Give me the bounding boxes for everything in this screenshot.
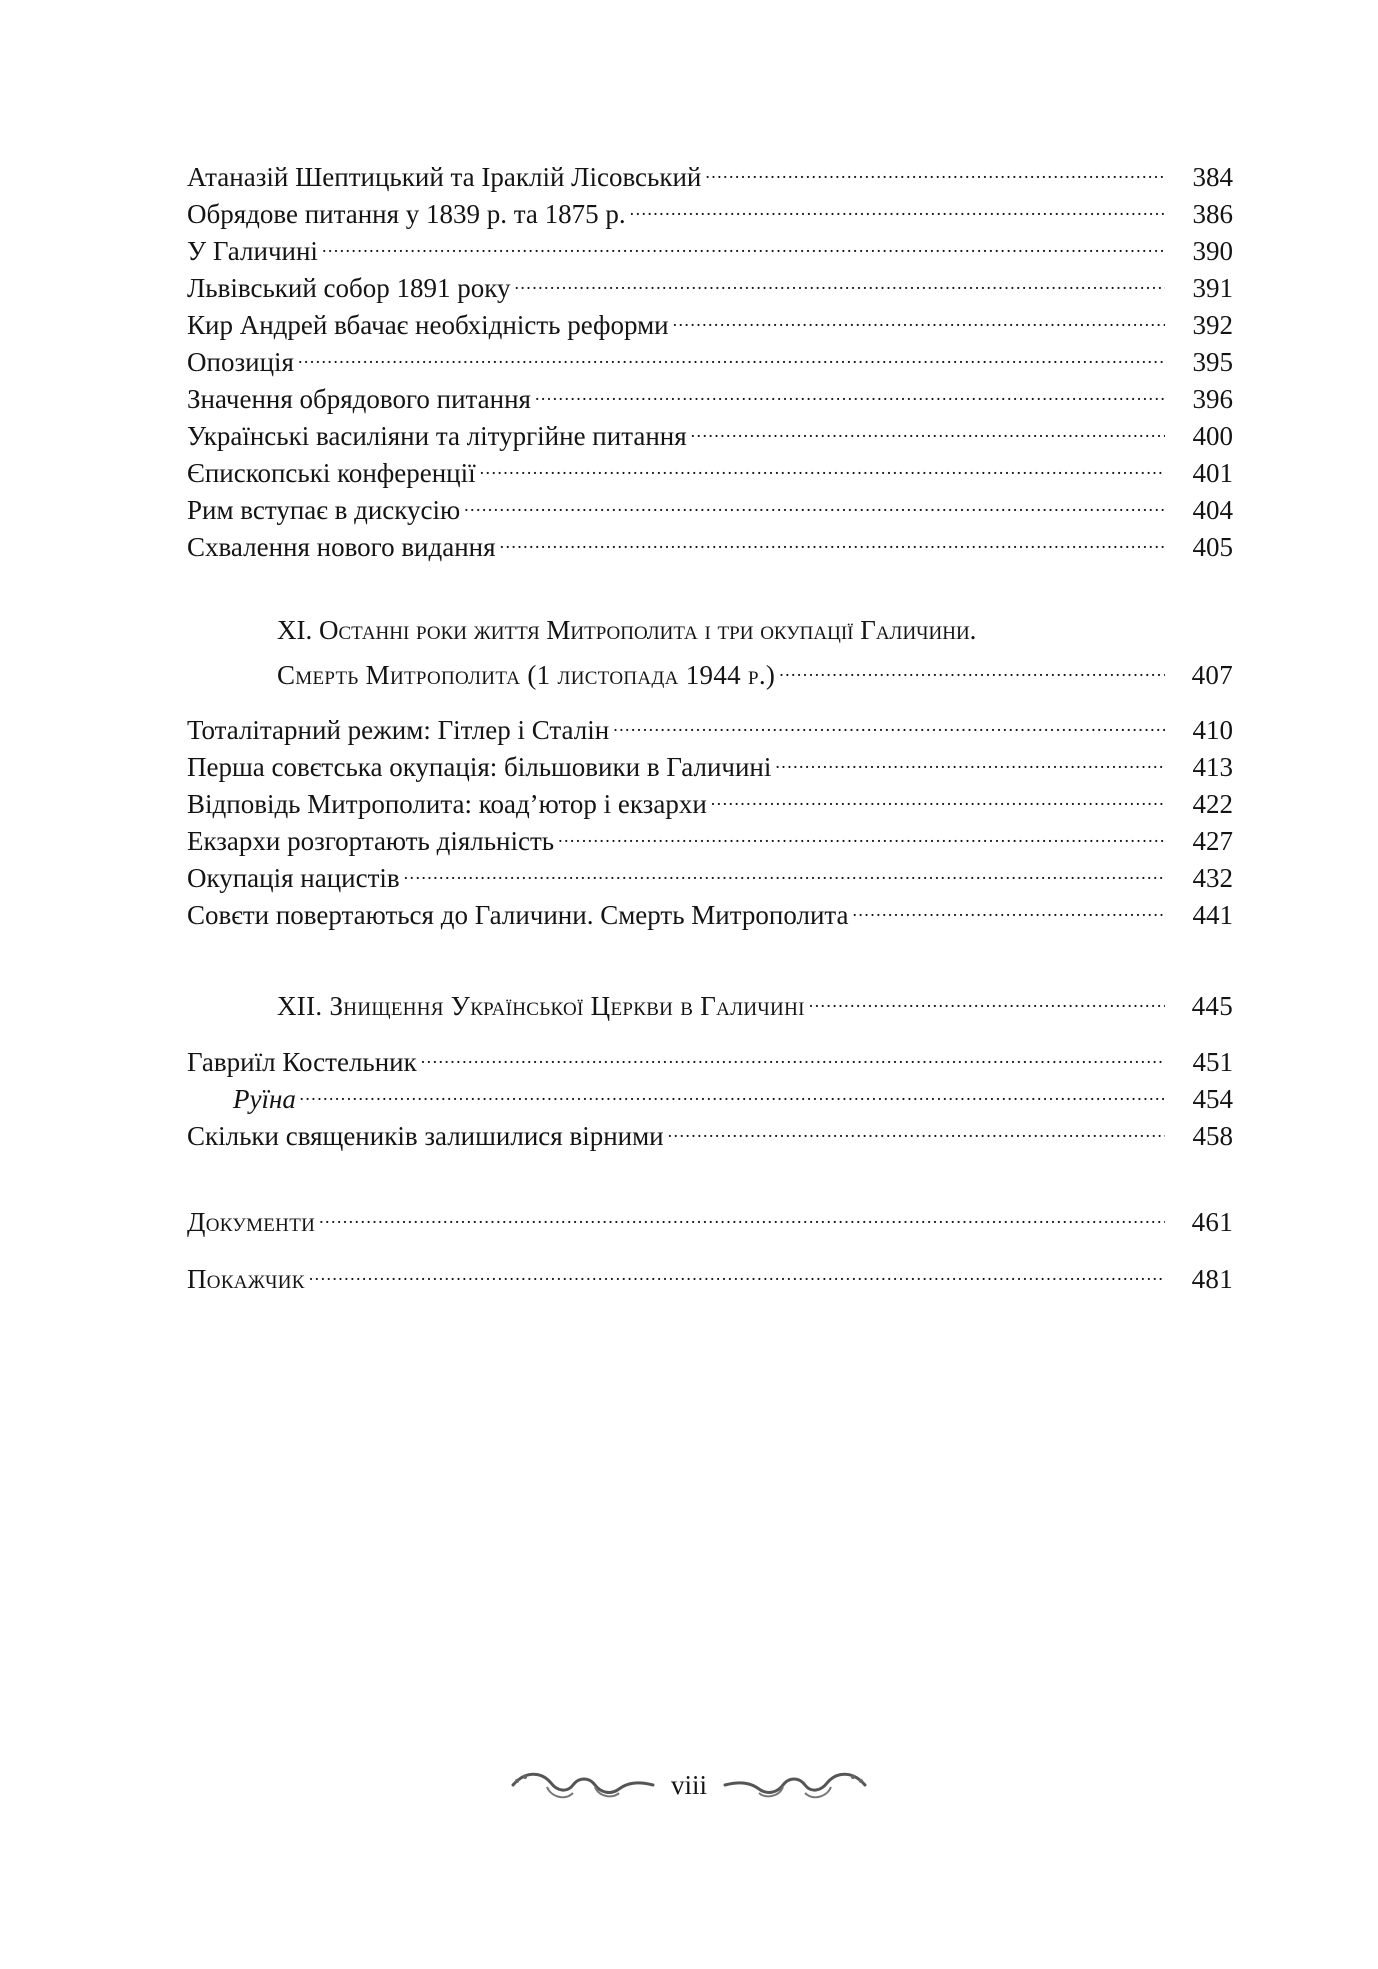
toc-entry-page: 401 xyxy=(1192,458,1233,488)
toc-entry-page: 407 xyxy=(1191,660,1233,690)
toc-entry-title: Єпископські конференції xyxy=(187,458,476,488)
page-footer xyxy=(0,1760,1378,1810)
toc-entry[interactable] xyxy=(187,1035,1233,1077)
toc-entry-title: Українські василіяни та літургійне питання xyxy=(187,421,687,451)
chapter-title-line: XII. Знищення Української Церкви в Галичині xyxy=(277,991,805,1021)
chapter-12-heading[interactable] xyxy=(277,979,1233,1021)
dot-leader xyxy=(711,777,1165,813)
toc-entry-title: Атаназій Шептицький та Іраклій Лісовський xyxy=(187,162,702,192)
toc-entry-page: 422 xyxy=(1192,789,1233,819)
toc-entry[interactable] xyxy=(187,888,1233,930)
toc-entry[interactable] xyxy=(187,187,1233,229)
toc-entry-page: 413 xyxy=(1192,752,1233,782)
toc-entry-title: Покажчик xyxy=(187,1264,305,1294)
toc-entry-title: Кир Андрей вбачає необхідність реформи xyxy=(187,310,669,340)
dot-leader xyxy=(298,335,1165,371)
toc-entry[interactable] xyxy=(187,740,1233,782)
toc-entry[interactable] xyxy=(187,298,1233,340)
page-number: viii xyxy=(670,1769,707,1800)
toc-entry[interactable] xyxy=(187,150,1233,192)
dot-leader xyxy=(691,409,1165,445)
dot-leader xyxy=(705,150,1165,186)
toc-entry-page: 481 xyxy=(1191,1264,1233,1294)
toc-entry-page: 441 xyxy=(1192,900,1233,930)
toc-entry-title: У Галичині xyxy=(187,236,318,266)
toc-entry-page: 391 xyxy=(1192,273,1233,303)
toc-entry[interactable] xyxy=(187,372,1233,414)
toc-entry-title: Документи xyxy=(187,1207,316,1237)
dot-leader xyxy=(809,979,1165,1015)
toc-entry[interactable] xyxy=(187,1109,1233,1151)
toc-entry-title: Совєти повертаються до Галичини. Смерть Митрополита xyxy=(187,900,849,930)
dot-leader xyxy=(668,1109,1165,1145)
toc-entry-page: 390 xyxy=(1192,236,1233,266)
chapter-title-line: Смерть Митрополита (1 листопада 1944 р.) xyxy=(277,660,776,690)
dot-leader xyxy=(775,740,1165,776)
toc-entry-page: 410 xyxy=(1192,715,1233,745)
dot-leader xyxy=(421,1035,1165,1071)
toc-entry-title: Гавриїл Костельник xyxy=(187,1047,417,1077)
dot-leader xyxy=(630,187,1165,223)
toc-entry[interactable] xyxy=(187,409,1233,451)
toc-entry[interactable] xyxy=(187,446,1233,488)
toc-entry-page: 432 xyxy=(1192,863,1233,893)
dot-leader xyxy=(464,483,1165,519)
toc-entry-page: 458 xyxy=(1192,1121,1233,1151)
toc-entry[interactable] xyxy=(187,520,1233,562)
toc-entry-page: 461 xyxy=(1191,1207,1233,1237)
toc-entry-page: 395 xyxy=(1192,347,1233,377)
toc-subentry[interactable] xyxy=(187,1072,1233,1114)
chapter-title-line: XI. Останні роки життя Митрополита і три окупації Галичини. xyxy=(277,615,977,645)
toc-entry-page: 427 xyxy=(1192,826,1233,856)
toc-entry[interactable] xyxy=(187,335,1233,377)
toc-entry-page: 405 xyxy=(1192,532,1233,562)
toc-entry-page: 386 xyxy=(1192,199,1233,229)
dot-leader xyxy=(319,1195,1165,1231)
toc-entry-page: 400 xyxy=(1192,421,1233,451)
chapter-title-line-with-page xyxy=(277,979,1233,1021)
chapter-11-heading[interactable] xyxy=(277,612,1233,690)
toc-entry-page: 392 xyxy=(1192,310,1233,340)
toc-entry-title: Опозиція xyxy=(187,347,294,377)
dot-leader xyxy=(300,1072,1165,1108)
toc-entry-page: 451 xyxy=(1192,1047,1233,1077)
dot-leader xyxy=(404,851,1165,887)
toc-entry-documents[interactable] xyxy=(187,1195,1233,1237)
toc-entry-page: 454 xyxy=(1192,1084,1233,1114)
toc-entry-page: 404 xyxy=(1192,495,1233,525)
toc-entry-title: Перша совєтська окупація: більшовики в Галичині xyxy=(187,752,772,782)
dot-leader xyxy=(558,814,1165,850)
toc-entry-index[interactable] xyxy=(187,1252,1233,1294)
right-flourish-icon xyxy=(721,1763,871,1807)
dot-leader xyxy=(515,261,1166,297)
toc-entry-title: Тоталітарний режим: Гітлер і Сталін xyxy=(187,715,610,745)
dot-leader xyxy=(673,298,1165,334)
chapter-title-line-with-page xyxy=(277,648,1233,690)
toc-entry-title: Відповідь Митрополита: коад’ютор і екзархи xyxy=(187,789,707,819)
toc-entry-title: Екзархи розгортають діяльність xyxy=(187,826,555,856)
toc-entry[interactable] xyxy=(187,851,1233,893)
toc-entry-title: Скільки священиків залишилися вірними xyxy=(187,1121,664,1151)
dot-leader xyxy=(309,1252,1165,1288)
dot-leader xyxy=(535,372,1165,408)
toc-entry-title: Львівський собор 1891 року xyxy=(187,273,511,303)
toc-entry[interactable] xyxy=(187,814,1233,856)
dot-leader xyxy=(322,224,1165,260)
toc-entry[interactable] xyxy=(187,483,1233,525)
toc-entry-page: 396 xyxy=(1192,384,1233,414)
toc-entry-title: Обрядове питання у 1839 р. та 1875 р. xyxy=(187,199,626,229)
toc-entry-title: Рим вступає в дискусію xyxy=(187,495,461,525)
left-flourish-icon xyxy=(507,1763,657,1807)
toc-entry[interactable] xyxy=(187,261,1233,303)
toc-entry[interactable] xyxy=(187,224,1233,266)
toc-entry-title: Руїна xyxy=(233,1084,296,1114)
dot-leader xyxy=(500,520,1165,556)
dot-leader xyxy=(853,888,1166,924)
toc-entry-title: Окупація нацистів xyxy=(187,863,400,893)
toc-entry-page: 445 xyxy=(1191,991,1233,1021)
dot-leader xyxy=(779,648,1165,684)
dot-leader xyxy=(480,446,1165,482)
toc-entry-title: Схвалення нового видання xyxy=(187,532,496,562)
toc-entry[interactable] xyxy=(187,703,1233,745)
toc-entry-page: 384 xyxy=(1192,162,1233,192)
toc-entry[interactable] xyxy=(187,777,1233,819)
dot-leader xyxy=(613,703,1165,739)
toc-entry-title: Значення обрядового питання xyxy=(187,384,531,414)
